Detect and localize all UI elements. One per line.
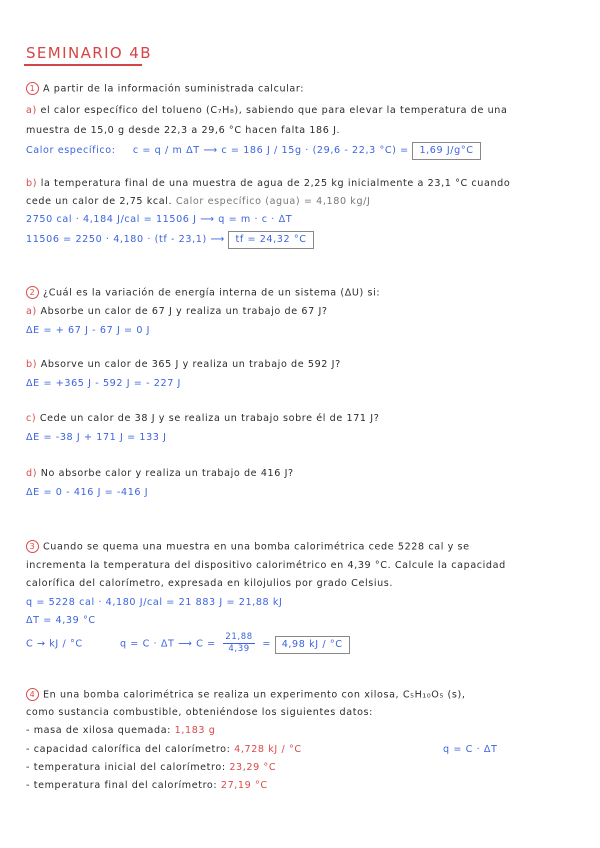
- q1b-line2-note: Calor específico (agua) = 4,180 kg/J: [175, 196, 371, 207]
- q1b-text-line2: [26, 195, 370, 209]
- q4-text-line1: [26, 688, 465, 703]
- q1b-result-box: tf = 24,32 °C: [228, 231, 313, 249]
- q2c-text: [26, 412, 379, 426]
- q2d-label: d): [26, 468, 38, 479]
- q1a-line1: el calor específico del tolueno (C₇H₈), sabiendo que para elevar la temperatura de una: [40, 105, 508, 116]
- q4-data-heat-capacity: [26, 743, 302, 757]
- q1b-work1: [26, 213, 292, 227]
- q1b-work2: [26, 231, 314, 249]
- q1b-work1-left: 2750 cal · 4,184 J/cal = 11506 J: [26, 214, 197, 225]
- q1a-work: [26, 142, 481, 160]
- q1-number-badge: 1: [26, 82, 39, 95]
- q3-work3-left: C → kJ / °C: [26, 638, 83, 650]
- q4-data-final-temp: [26, 779, 268, 793]
- q2-number-badge: 2: [26, 286, 39, 299]
- q3-work2: ΔT = 4,39 °C: [26, 615, 96, 626]
- q4-data-value: 4,728 kJ / °C: [234, 744, 302, 755]
- arrow-icon: ⟶: [200, 214, 215, 225]
- q4-data-label: - temperatura final del calorímetro:: [26, 780, 218, 791]
- q4-data-initial-temp: [26, 761, 276, 775]
- q4-data-label: - capacidad calorífica del calorímetro:: [26, 744, 231, 755]
- q1b-text-line1: [26, 177, 510, 191]
- q4-data-label: - masa de xilosa quemada:: [26, 725, 172, 736]
- q4-formula: q = C · ΔT: [443, 744, 498, 755]
- title-underline: [24, 64, 142, 66]
- q3-equals: =: [262, 638, 272, 650]
- q3-text-line2: incrementa la temperatura del dispositivo calorimétrico en 4,39 °C. Calcule la capacidad: [26, 560, 506, 571]
- q3-formula: q = C · ΔT: [119, 638, 175, 650]
- q1a-label: a): [26, 105, 37, 116]
- q4-text-line2: como sustancia combustible, obteniéndose los siguientes datos:: [26, 707, 373, 718]
- q1a-work-prefix: Calor específico:: [26, 145, 116, 156]
- q2d-text: [26, 467, 294, 481]
- q2b-text: [26, 358, 341, 372]
- q3-work1: q = 5228 cal · 4,180 J/cal = 21 883 J = 21,88 kJ: [26, 597, 283, 608]
- q1a-text-line1: [26, 104, 507, 118]
- q2b-answer: ΔE = +365 J - 592 J = - 227 J: [26, 378, 181, 389]
- q1a-calc: c = 186 J / 15g · (29,6 - 22,3 °C) =: [221, 145, 409, 156]
- q1-intro-text: A partir de la información suministrada calcular:: [43, 83, 305, 95]
- q3-fraction-denominator: 4,39: [228, 644, 250, 654]
- q3-result-box: 4,98 kJ / °C: [275, 636, 350, 654]
- q2b-question: Absorve un calor de 365 J y realiza un trabajo de 592 J?: [40, 359, 341, 370]
- arrow-icon: ⟶: [178, 638, 193, 650]
- q1a-formula: c = q / m ΔT: [132, 145, 200, 156]
- arrow-icon: ⟶: [210, 234, 225, 245]
- q3-line1: Cuando se quema una muestra en una bomba calorimétrica cede 5228 cal y se: [43, 541, 470, 553]
- q4-data-value: 27,19 °C: [220, 780, 268, 791]
- q1a-result-box: 1,69 J/g°C: [412, 142, 480, 160]
- q2-intro-text: ¿Cuál es la variación de energía interna de un sistema (ΔU) si:: [43, 287, 381, 299]
- q4-number-badge: 4: [26, 688, 39, 701]
- q1-intro: [26, 82, 304, 97]
- q3-fraction: [223, 632, 254, 655]
- q2a-question: Absorbe un calor de 67 J y realiza un trabajo de 67 J?: [40, 306, 328, 317]
- q1b-line1: la temperatura final de una muestra de agua de 2,25 kg inicialmente a 23,1 °C cuando: [40, 178, 511, 189]
- q1b-work2-left: 11506 = 2250 · 4,180 · (tf - 23,1): [26, 234, 207, 245]
- q4-data-mass: [26, 724, 215, 738]
- q4-data-label: - temperatura inicial del calorímetro:: [26, 762, 226, 773]
- q3-work3: [26, 632, 350, 655]
- q2c-label: c): [26, 413, 37, 424]
- arrow-icon: ⟶: [203, 145, 218, 156]
- q3-c-label: C =: [196, 638, 216, 650]
- q2d-answer: ΔE = 0 - 416 J = -416 J: [26, 487, 149, 498]
- page-title: SEMINARIO 4B: [26, 44, 152, 62]
- q2d-question: No absorbe calor y realiza un trabajo de 416 J?: [40, 468, 294, 479]
- q2c-answer: ΔE = -38 J + 171 J = 133 J: [26, 432, 167, 443]
- q3-text-line1: [26, 540, 470, 555]
- q4-data-value: 1,183 g: [174, 725, 216, 736]
- q2a-text: [26, 305, 328, 319]
- q2a-label: a): [26, 306, 37, 317]
- q1a-text-line2: muestra de 15,0 g desde 22,3 a 29,6 °C hacen falta 186 J.: [26, 125, 341, 136]
- q1b-line2-main: cede un calor de 2,75 kcal.: [26, 196, 173, 207]
- q3-number-badge: 3: [26, 540, 39, 553]
- q3-fraction-numerator: 21,88: [225, 632, 253, 642]
- q4-data-value: 23,29 °C: [229, 762, 277, 773]
- q1b-label: b): [26, 178, 38, 189]
- q3-text-line3: calorífica del calorímetro, expresada en kilojulios por grado Celsius.: [26, 578, 394, 589]
- q2a-answer: ΔE = + 67 J - 67 J = 0 J: [26, 325, 151, 336]
- q2-intro: [26, 286, 380, 301]
- q4-line1: En una bomba calorimétrica se realiza un experimento con xilosa, C₅H₁₀O₅ (s),: [43, 689, 466, 701]
- q1b-work1-right: q = m · c · ΔT: [218, 214, 293, 225]
- q2b-label: b): [26, 359, 38, 370]
- q2c-question: Cede un calor de 38 J y se realiza un trabajo sobre él de 171 J?: [39, 413, 380, 424]
